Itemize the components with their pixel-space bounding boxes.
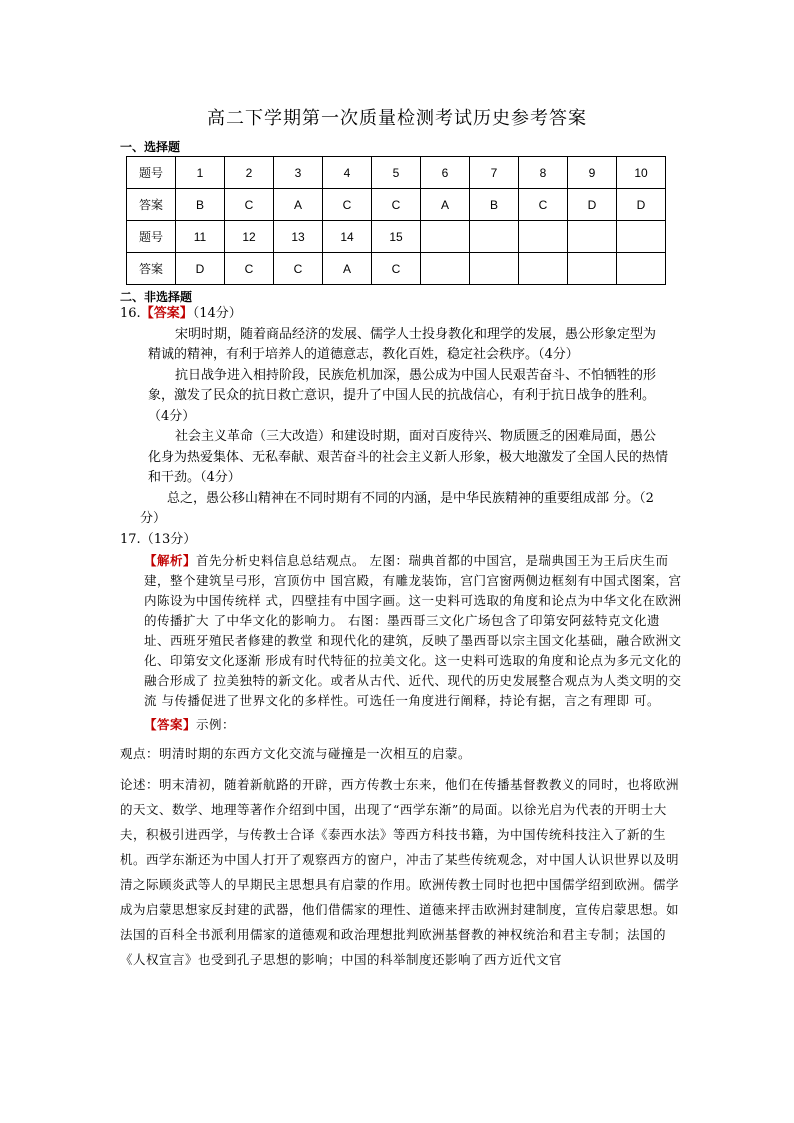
- table-cell: 14: [323, 221, 372, 253]
- table-cell: D: [568, 189, 617, 221]
- q17-header: [120, 530, 690, 551]
- table-cell: 8: [519, 157, 568, 189]
- table-row-header: 答案: [127, 189, 176, 221]
- q17-answer-label: 示例：: [196, 716, 236, 732]
- table-row-header: 答案: [127, 253, 176, 285]
- table-cell: 9: [568, 157, 617, 189]
- table-cell: 1: [176, 157, 225, 189]
- q16-score: （14分）: [192, 306, 242, 321]
- table-row: [127, 157, 666, 189]
- table-cell: [470, 221, 519, 253]
- q17-block: [120, 530, 690, 972]
- section-nonchoice-heading: 二、非选择题: [120, 290, 193, 304]
- table-cell: 15: [372, 221, 421, 253]
- q17-viewpoint: 观点：明清时期的东西方文化交流与碰撞是一次相互的启蒙。: [120, 745, 472, 761]
- table-cell: 2: [225, 157, 274, 189]
- table-cell: 13: [274, 221, 323, 253]
- q16-para-1: 宋明时期，随着商品经济的发展、儒学人士投身教化和理学的发展，愚公形象定型为精诚的精神，有利于培养人的道德意志，教化百姓，稳定社会秩序。（4分）: [148, 326, 657, 362]
- table-row-header: 题号: [127, 157, 176, 189]
- table-cell: C: [225, 189, 274, 221]
- table-cell: [519, 253, 568, 285]
- table-cell: [470, 253, 519, 285]
- table-cell: C: [372, 189, 421, 221]
- table-cell: [568, 253, 617, 285]
- table-cell: C: [519, 189, 568, 221]
- table-cell: [617, 221, 666, 253]
- table-cell: [617, 253, 666, 285]
- q17-analysis-tag: 【解析】: [144, 552, 197, 568]
- table-cell: [568, 221, 617, 253]
- table-cell: 11: [176, 221, 225, 253]
- table-cell: B: [176, 189, 225, 221]
- q17-number: 17.: [120, 532, 141, 547]
- table-cell: [421, 221, 470, 253]
- q17-analysis: [144, 551, 684, 711]
- table-row: [127, 253, 666, 285]
- table-cell: 10: [617, 157, 666, 189]
- table-cell: D: [617, 189, 666, 221]
- q17-argument: 论述：明末清初，随着新航路的开辟，西方传教士东来，他们在传播基督教教义的同时，也将欧洲的天文、数学、地理等著作介绍到中国，出现了“西学东渐”的局面。以徐光启为代表的开明士大夫，积极引进西学，与传教士合译《泰西水法》等西方科技书籍，为中国传统科技注入了新的生机。西学东渐还为中国人打开了观察西方的窗户，冲击了某些传统观念，对中国人认识世界以及明清之际顾炎武等人的早期民主思想具有启蒙的作用。欧洲传教士同时也把中国儒学绍到欧洲。儒学成为启蒙思想家反封建的武器，他们借儒家的理性、道德来抨击欧洲封建制度，宣传启蒙思想。如法国的百科全书派利用儒家的道德观和政治理想批判欧洲基督教的神权统治和君主专制；法国的《人权宣言》也受到孔子思想的影响；中国的科举制度还影响了西方近代文官: [120, 776, 680, 967]
- table-cell: 3: [274, 157, 323, 189]
- q16-para-2: 抗日战争进入相持阶段，民族危机加深，愚公成为中国人民艰苦奋斗、不怕牺牲的形象，激发了民众的抗日救亡意识，提升了中国人民的抗战信心，有利于抗日战争的胜利。（4分）: [148, 367, 657, 424]
- q17-analysis-text: 首先分析史料信息总结观点。 左图：瑞典首都的中国宫，是瑞典国王为王后庆生而建，整个建筑呈弓形，宫顶仿中 国宫殿，有雕龙装饰，宫门宫窗两侧边框刻有中国式图案，宫内陈设为中国传统样 式，四壁挂有中国字画。这一史料可选取的角度和论点为中华文化在欧洲的传播扩大 了中华文化的影响力。 右图：墨西哥三文化广场包含了印第安阿兹特克文化遗址、西班牙殖民者修建的教堂 和现代化的建筑，反映了墨西哥以宗主国文化基础，融合欧洲文化、印第安文化逐渐 形成有时代特征的拉美文化。这一史料可选取的角度和论点为多元文化的融合形成了 拉美独特的新文化。或者从古代、近代、现代的历史发展整合观点为人类文明的交流 与传播促进了世界文化的多样性。可选任一角度进行阐释，持论有据，言之有理即 可。: [144, 552, 682, 708]
- q17-score: （13分）: [140, 532, 197, 547]
- q16-para-3: 社会主义革命（三大改造）和建设时期，面对百废待兴、物质匮乏的困难局面，愚公化身为热爱集体、无私奉献、艰苦奋斗的社会主义新人形象，极大地激发了全国人民的热情和干劲。（4分）: [148, 429, 669, 485]
- answer-table: [126, 156, 666, 285]
- table-cell: B: [470, 189, 519, 221]
- section-choice-heading: 一、选择题: [120, 140, 181, 154]
- q16-number: 16.: [120, 306, 141, 321]
- table-cell: C: [323, 189, 372, 221]
- table-cell: C: [225, 253, 274, 285]
- table-cell: C: [372, 253, 421, 285]
- table-cell: A: [323, 253, 372, 285]
- table-cell: 12: [225, 221, 274, 253]
- table-row-header: 题号: [127, 221, 176, 253]
- table-row: [127, 221, 666, 253]
- q16-para-4: 总之，愚公移山精神在不同时期有不同的内涵，是中华民族精神的重要组成部 分。（2分）: [140, 490, 654, 526]
- q17-answer: [144, 715, 684, 735]
- table-cell: C: [274, 253, 323, 285]
- q16-block: [120, 304, 680, 530]
- table-cell: [519, 221, 568, 253]
- table-cell: A: [421, 189, 470, 221]
- q16-header: [120, 304, 680, 325]
- table-row: [127, 189, 666, 221]
- q16-answer-tag: 【答案】: [140, 306, 193, 321]
- table-cell: A: [274, 189, 323, 221]
- table-cell: 5: [372, 157, 421, 189]
- page-title: 高二下学期第一次质量检测考试历史参考答案: [207, 108, 587, 129]
- table-cell: 7: [470, 157, 519, 189]
- table-cell: 6: [421, 157, 470, 189]
- table-cell: D: [176, 253, 225, 285]
- q17-answer-tag: 【答案】: [144, 716, 197, 732]
- table-cell: 4: [323, 157, 372, 189]
- table-cell: [421, 253, 470, 285]
